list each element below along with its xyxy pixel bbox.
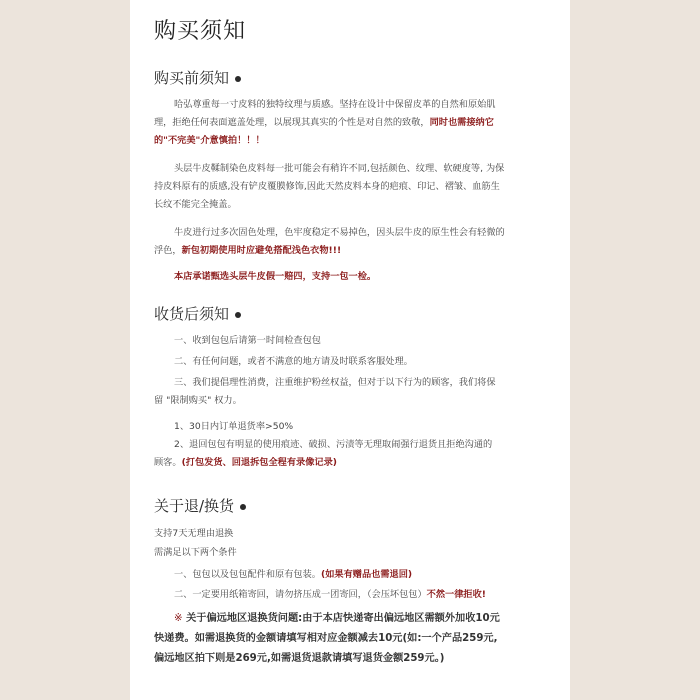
section-heading-before — [154, 67, 241, 88]
bullet-dot-icon — [240, 504, 246, 510]
after-item-5-line2 — [154, 454, 337, 471]
after-item-5-line2-red: (打包发货、回退拆包全程有录像记录) — [181, 457, 337, 468]
after-item-3-line1: 三、我们提倡理性消费，注重维护粉丝权益，但对于以下行为的顾客，我们将保 — [174, 377, 496, 388]
before-p1-line2-normal: 理，拒绝任何表面遮盖处理，以展现其真实的个性是对自然的致敬， — [154, 117, 430, 128]
remote-area-note-line2: 快递费。如需退换货的金额请填写相对应金额减去10元(如:一个产品259元, — [154, 633, 498, 644]
before-p1-line2-red: 同时也需接纳它 — [429, 117, 494, 128]
returns-condition-2-red: 不然一律拒收! — [426, 589, 486, 600]
remote-area-note-line3: 偏远地区拍下则是269元,如需退货退款请填写退货金额259元。) — [154, 653, 445, 664]
returns-conditions: 需满足以下两个条件 — [154, 547, 237, 558]
remote-area-note-line1 — [174, 609, 500, 628]
returns-condition-1-red: (如果有赠品也需退回) — [321, 569, 413, 580]
after-item-3-line2: 留 "限制购买" 权力。 — [154, 395, 242, 406]
section-heading-after — [154, 303, 241, 324]
returns-condition-1-normal: 一、包包以及包包配件和原有包装。 — [174, 569, 321, 580]
after-item-5-line1: 2、退回包包有明显的使用痕迹、破损、污渍等无理取闹强行退货且拒绝沟通的 — [174, 439, 493, 450]
before-p3-line2 — [154, 242, 341, 259]
before-p1-line3-red: 的"不完美"介意慎拍！！！ — [154, 135, 265, 146]
before-p4-red: 本店承诺甄选头层牛皮假一赔四，支持一包一检。 — [174, 271, 377, 282]
section-heading-after-text: 收货后须知 — [154, 305, 230, 323]
remote-area-note-line1-text: 关于偏远地区退换货问题:由于本店快递寄出偏远地区需额外加收10元 — [186, 613, 500, 624]
returns-condition-1 — [174, 566, 412, 583]
after-item-2: 二、有任何问题，或者不满意的地方请及时联系客服处理。 — [174, 356, 413, 367]
before-p1-line1: 哈弘尊重每一寸皮料的独特纹理与质感。坚持在设计中保留皮革的自然和原始肌 — [174, 99, 496, 110]
after-item-4: 1、30日内订单退货率>50% — [174, 421, 294, 432]
returns-condition-2-normal: 二、一定要用纸箱寄回，请勿挤压成一团寄回，（会压坏包包） — [174, 589, 427, 600]
before-p2-line3: 长纹不能完全掩盖。 — [154, 199, 237, 210]
returns-condition-2 — [174, 586, 486, 603]
returns-support: 支持7天无理由退换 — [154, 528, 234, 539]
bullet-dot-icon — [235, 76, 241, 82]
before-p3-line2-red: 新包初期使用时应避免搭配浅色衣物!!! — [181, 245, 342, 256]
before-p2-line2: 持皮料原有的质感,没有铲皮覆膜修饰,因此天然皮料本身的疤痕、印记、褶皱、血筋生 — [154, 181, 500, 192]
before-p2-line1: 头层牛皮鞣制染色皮料每一批可能会有稍许不同,包括颜色、纹理、软硬度等, 为保 — [174, 163, 505, 174]
page-title: 购买须知 — [154, 19, 247, 44]
bullet-dot-icon — [235, 312, 241, 318]
before-p3-line2-normal: 浮色， — [154, 245, 182, 256]
before-p1-line2 — [154, 114, 494, 131]
after-item-5-line2-normal: 顾客。 — [154, 457, 182, 468]
note-mark-icon: ※ — [174, 613, 183, 624]
before-p3-line1: 牛皮进行过多次固色处理，色牢度稳定不易掉色，因头层牛皮的原生性会有轻微的 — [174, 227, 505, 238]
after-item-1: 一、收到包包后请第一时间检查包包 — [174, 335, 321, 346]
section-heading-before-text: 购买前须知 — [154, 69, 230, 87]
instruction-page — [130, 0, 570, 700]
section-heading-returns-text: 关于退/换货 — [154, 497, 235, 515]
section-heading-returns — [154, 495, 246, 516]
